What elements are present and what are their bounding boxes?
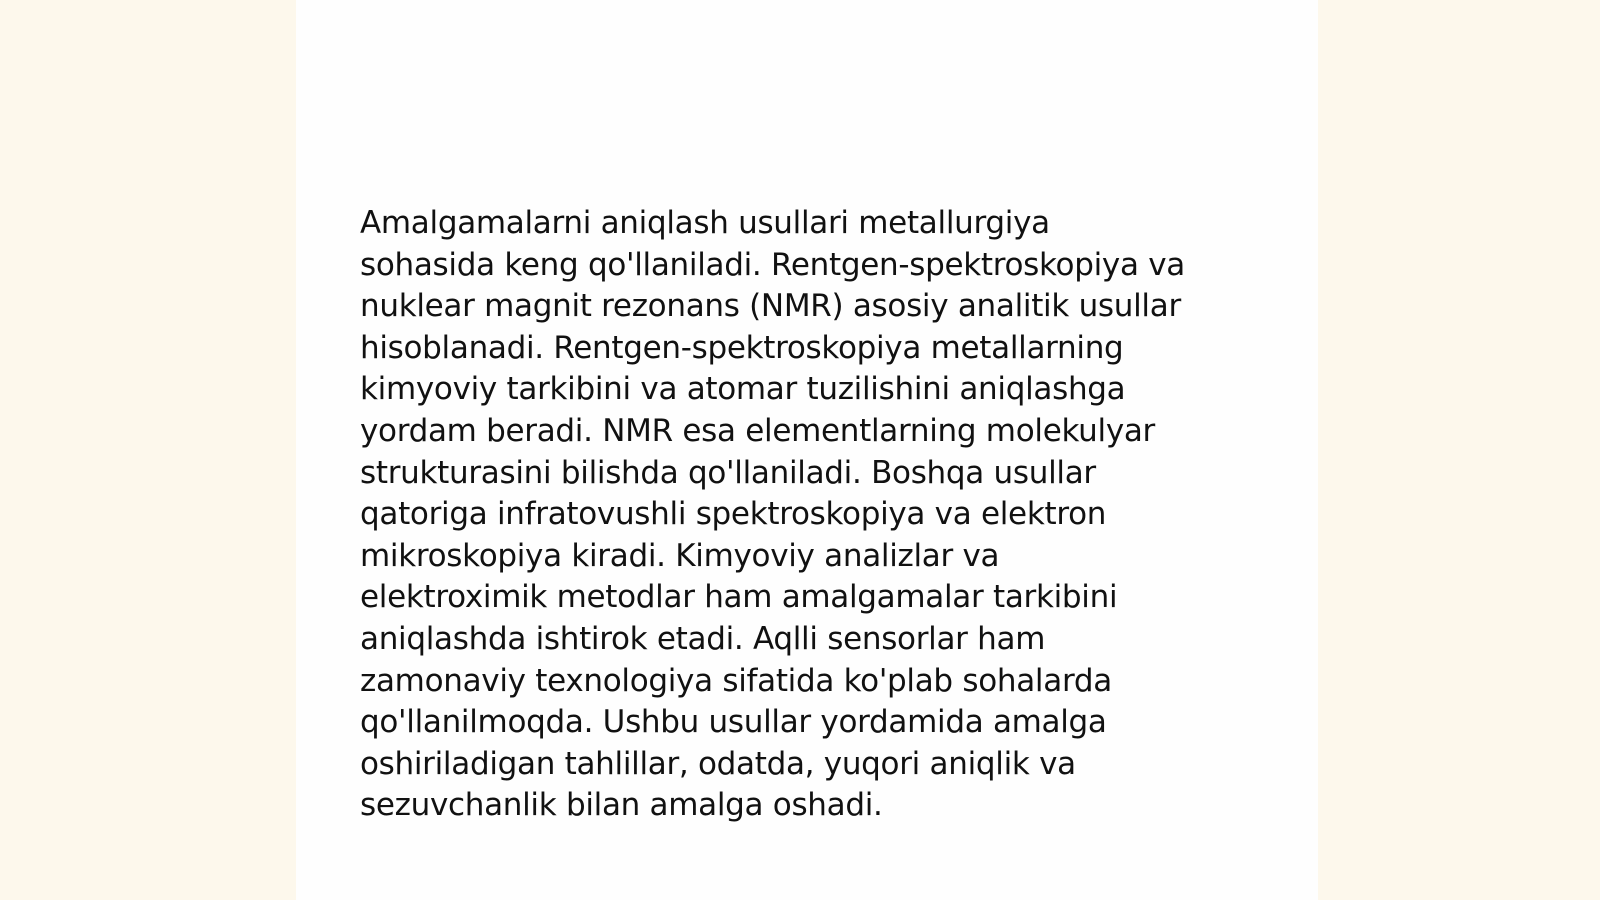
- text-line: Amalgamalarni aniqlash usullari metallurgiya: [360, 205, 1050, 241]
- text-line: sezuvchanlik bilan amalga oshadi.: [360, 787, 883, 824]
- text-line: hisoblanadi. Rentgen-spektroskopiya metallarning: [360, 329, 1124, 366]
- text-line: zamonaviy texnologiya sifatida ko'plab sohalarda: [360, 662, 1112, 699]
- text-line: mikroskopiya kiradi. Kimyoviy analizlar va: [360, 537, 1000, 574]
- text-line: oshiriladigan tahlillar, odatda, yuqori aniqlik va: [360, 745, 1076, 782]
- text-line: qatoriga infratovushli spektroskopiya va elektron: [360, 496, 1107, 533]
- text-line: aniqlashda ishtirok etadi. Aqlli sensorlar ham: [360, 620, 1046, 657]
- text-line: kimyoviy tarkibini va atomar tuzilishini aniqlashga: [360, 371, 1126, 408]
- slide-page: [296, 0, 1318, 900]
- text-line: strukturasini bilishda qo'llaniladi. Boshqa usullar: [360, 454, 1096, 491]
- text-line: nuklear magnit rezonans (NMR) asosiy analitik usullar: [360, 288, 1181, 325]
- text-line: qo'llanilmoqda. Ushbu usullar yordamida amalga: [360, 704, 1107, 741]
- text-line: yordam beradi. NMR esa elementlarning molekulyar: [360, 412, 1156, 449]
- text-line: elektroximik metodlar ham amalgamalar tarkibini: [360, 579, 1118, 616]
- body-paragraph: [360, 203, 1260, 827]
- text-line: sohasida keng qo'llaniladi. Rentgen-spektroskopiya va: [360, 246, 1185, 283]
